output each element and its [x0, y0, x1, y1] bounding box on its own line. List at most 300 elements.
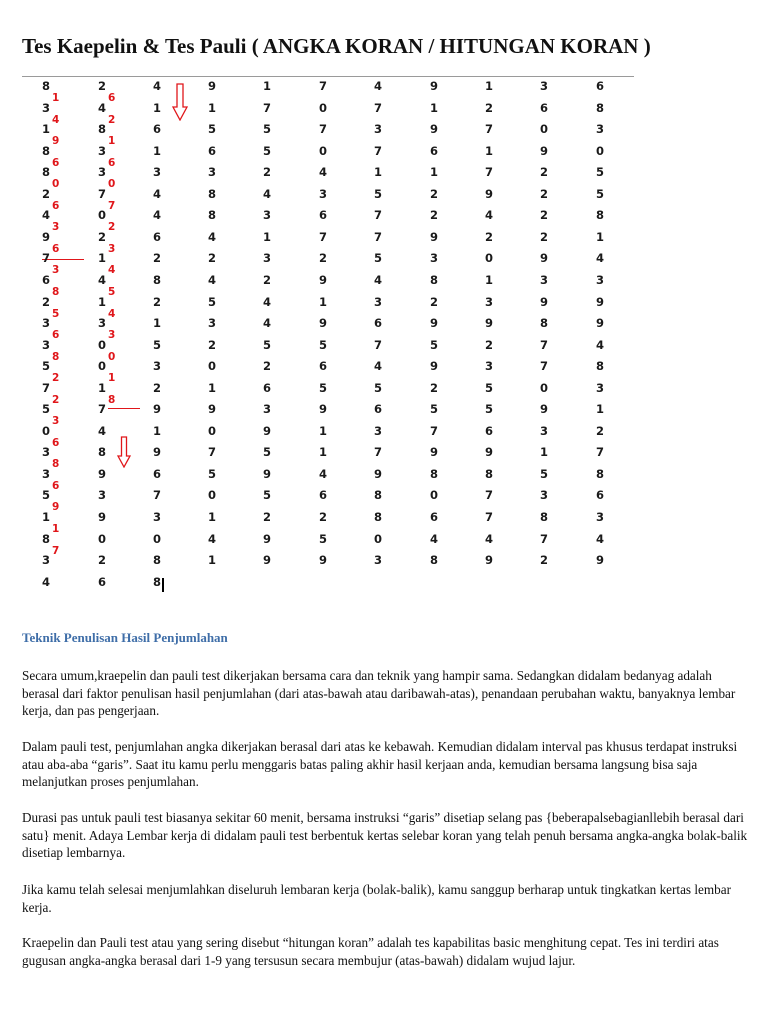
grid-digit: 3	[153, 510, 162, 524]
grid-digit: 3	[319, 186, 328, 201]
grid-digit: 8	[208, 208, 217, 223]
grid-digit: 9	[485, 186, 494, 201]
grid-digit: 6	[540, 100, 549, 115]
grid-digit: 4	[263, 316, 272, 331]
down-arrow-icon	[172, 83, 188, 121]
page-title: Tes Kaepelin & Tes Pauli ( ANGKA KORAN / HITUNGAN KORAN )	[22, 34, 651, 58]
grid-digit: 4	[319, 466, 328, 481]
grid-digit: 2	[208, 251, 217, 266]
grid-digit: 3	[208, 316, 217, 331]
grid-digit: 9	[485, 316, 494, 331]
sum-answer: 0	[108, 350, 116, 363]
grid-digit: 3	[374, 122, 383, 137]
grid-digit: 5	[42, 488, 51, 503]
grid-digit: 4	[430, 531, 439, 546]
grid-digit: 2	[540, 553, 549, 568]
grid-digit: 4	[98, 100, 107, 115]
grid-digit: 5	[596, 186, 605, 201]
grid-digit: 3	[540, 423, 549, 438]
grid-digit: 4	[485, 208, 494, 223]
grid-digit: 4	[374, 79, 383, 93]
grid-digit: 0	[98, 531, 107, 546]
grid-digit: 8	[430, 553, 439, 568]
grid-digit: 5	[153, 337, 162, 352]
grid-digit: 3	[374, 553, 383, 568]
grid-digit: 0	[208, 423, 217, 438]
grid-digit: 2	[153, 380, 162, 395]
grid-digit: 1	[263, 229, 272, 244]
grid-digit: 7	[98, 402, 107, 417]
grid-digit: 0	[319, 143, 328, 158]
grid-digit: 8	[374, 510, 383, 524]
grid-digit: 2	[430, 294, 439, 309]
grid-digit: 3	[98, 165, 107, 180]
grid-digit: 2	[540, 208, 549, 223]
grid-digit: 6	[596, 79, 605, 93]
grid-digit: 2	[153, 251, 162, 266]
grid-digit: 4	[98, 423, 107, 438]
sum-answer: 6	[108, 92, 116, 104]
grid-digit: 6	[430, 143, 439, 158]
grid-digit: 9	[319, 553, 328, 568]
grid-digit: 8	[153, 272, 162, 287]
grid-digit: 9	[430, 79, 439, 93]
grid-digit: 9	[540, 294, 549, 309]
grid-digit: 2	[540, 165, 549, 180]
grid-digit: 9	[596, 294, 605, 309]
grid-digit: 5	[319, 337, 328, 352]
grid-digit: 8	[98, 122, 107, 137]
grid-digit: 2	[98, 79, 107, 93]
grid-digit: 3	[42, 445, 51, 460]
grid-digit: 6	[263, 380, 272, 395]
grid-digit: 6	[153, 122, 162, 137]
sum-answer: 2	[52, 393, 60, 406]
grid-digit: 7	[98, 186, 107, 201]
grid-digit: 3	[153, 359, 162, 374]
sum-answer: 6	[52, 156, 60, 169]
grid-digit: 1	[98, 380, 107, 395]
grid-digit: 9	[430, 122, 439, 137]
grid-digit: 7	[485, 165, 494, 180]
sum-answer: 1	[52, 92, 60, 104]
grid-digit: 4	[208, 229, 217, 244]
grid-digit: 2	[42, 186, 51, 201]
sum-answer: 5	[108, 285, 116, 298]
sum-answer: 4	[52, 113, 60, 126]
sum-answer: 3	[108, 242, 116, 255]
sum-answer: 8	[52, 285, 60, 298]
grid-digit: 7	[596, 445, 605, 460]
grid-digit: 3	[98, 143, 107, 158]
grid-digit: 9	[263, 553, 272, 568]
down-arrow-icon	[117, 436, 131, 468]
grid-digit: 9	[540, 402, 549, 417]
grid-digit: 1	[208, 510, 217, 524]
sum-answer: 8	[108, 393, 116, 406]
grid-digit: 4	[374, 359, 383, 374]
grid-digit: 2	[319, 251, 328, 266]
grid-digit: 8	[596, 100, 605, 115]
grid-digit: 9	[319, 316, 328, 331]
grid-digit: 5	[374, 251, 383, 266]
grid-digit: 3	[98, 488, 107, 503]
grid-digit: 3	[42, 100, 51, 115]
sum-answer: 0	[108, 178, 116, 191]
grid-digit: 8	[596, 359, 605, 374]
grid-digit: 6	[319, 359, 328, 374]
paragraph: Durasi pas untuk pauli test biasanya sekitar 60 menit, bersama instruksi “garis” disetiap selang pas {beberapalsebagianllebih berasal dari satu} menit. Adaya Lembar kerja di didalam pauli test berbentuk kertas selebar koran yang telah penuh bersama angka-angka bolak-balik disetiap lembarnya.	[22, 810, 748, 860]
grid-digit: 9	[540, 251, 549, 266]
grid-digit: 2	[263, 359, 272, 374]
grid-digit: 1	[319, 445, 328, 460]
grid-digit: 0	[430, 488, 439, 503]
grid-digit: 5	[208, 294, 217, 309]
grid-digit: 1	[319, 294, 328, 309]
sum-answer: 5	[52, 307, 60, 320]
sum-answer: 1	[52, 523, 60, 535]
grid-digit: 3	[42, 337, 51, 352]
grid-digit: 7	[319, 229, 328, 244]
grid-digit: 3	[540, 272, 549, 287]
grid-digit: 6	[98, 574, 107, 589]
grid-digit: 9	[42, 229, 51, 244]
grid-digit: 7	[485, 510, 494, 524]
grid-digit: 1	[430, 165, 439, 180]
grid-digit: 4	[42, 208, 51, 223]
grid-digit: 7	[374, 445, 383, 460]
grid-digit: 7	[485, 488, 494, 503]
sum-answer: 7	[52, 544, 60, 557]
grid-digit: 4	[374, 272, 383, 287]
sum-answer: 6	[108, 156, 116, 169]
grid-digit: 3	[42, 316, 51, 331]
grid-digit: 9	[485, 553, 494, 568]
sum-answer: 8	[52, 350, 60, 363]
grid-digit: 8	[430, 466, 439, 481]
grid-digit: 5	[374, 186, 383, 201]
sum-answer: 3	[108, 329, 116, 342]
grid-digit: 1	[153, 143, 162, 158]
grid-digit: 2	[596, 423, 605, 438]
grid-digit: 5	[263, 488, 272, 503]
grid-digit: 7	[319, 122, 328, 137]
grid-digit: 9	[153, 402, 162, 417]
grid-digit: 9	[319, 402, 328, 417]
grid-digit: 4	[98, 272, 107, 287]
grid-digit: 7	[263, 100, 272, 115]
sum-answer: 6	[52, 199, 60, 212]
grid-digit: 7	[153, 488, 162, 503]
sum-answer: 7	[108, 199, 116, 212]
grid-digit: 9	[430, 316, 439, 331]
grid-digit: 1	[42, 510, 51, 524]
sum-answer: 6	[52, 242, 60, 255]
grid-digit: 3	[263, 402, 272, 417]
grid-digit: 1	[319, 423, 328, 438]
grid-digit: 8	[540, 510, 549, 524]
grid-digit: 1	[596, 402, 605, 417]
grid-digit: 1	[485, 79, 494, 93]
sum-answer: 2	[52, 372, 60, 385]
grid-digit: 7	[374, 208, 383, 223]
grid-digit: 5	[374, 380, 383, 395]
grid-digit: 0	[596, 143, 605, 158]
sum-answer: 8	[52, 458, 60, 471]
grid-digit: 8	[596, 208, 605, 223]
sum-answer: 3	[52, 264, 60, 277]
grid-digit: 0	[540, 380, 549, 395]
grid-digit: 7	[540, 359, 549, 374]
grid-digit: 8	[153, 553, 162, 568]
grid-digit: 8	[596, 466, 605, 481]
grid-digit: 2	[540, 229, 549, 244]
sum-answer: 4	[108, 264, 116, 277]
grid-digit: 5	[485, 402, 494, 417]
sum-answer: 0	[52, 178, 60, 191]
grid-digit: 7	[540, 337, 549, 352]
grid-digit: 8	[42, 79, 51, 93]
grid-digit: 7	[42, 380, 51, 395]
sum-answer: 6	[52, 329, 60, 342]
grid-digit: 5	[263, 143, 272, 158]
grid-digit: 0	[485, 251, 494, 266]
grid-digit: 5	[263, 445, 272, 460]
grid-digit: 1	[208, 100, 217, 115]
grid-digit: 9	[208, 79, 217, 93]
grid-digit: 9	[596, 553, 605, 568]
grid-digit: 3	[596, 272, 605, 287]
grid-digit: 8	[42, 165, 51, 180]
grid-digit: 3	[374, 423, 383, 438]
grid-digit: 0	[98, 208, 107, 223]
grid-digit: 6	[319, 488, 328, 503]
grid-digit: 3	[485, 359, 494, 374]
grid-digit: 7	[42, 251, 51, 266]
sum-answer: 3	[52, 221, 60, 234]
grid-digit: 2	[430, 380, 439, 395]
paragraph: Kraepelin dan Pauli test atau yang sering disebut “hitungan koran” adalah tes kapabilitas basic menghitung cepat. Tes ini terdiri atas gugusan angka-angka berasal dari 1-9 yang tersusun secara membujur (atas-bawah) didalam wujud lajur.	[22, 935, 719, 968]
grid-digit: 5	[42, 359, 51, 374]
grid-digit: 5	[540, 466, 549, 481]
grid-digit: 2	[430, 186, 439, 201]
sum-answer: 2	[108, 221, 116, 234]
grid-digit: 6	[42, 272, 51, 287]
grid-digit: 3	[42, 553, 51, 568]
grid-digit: 0	[98, 359, 107, 374]
grid-digit: 2	[153, 294, 162, 309]
grid-digit: 7	[485, 122, 494, 137]
sum-answer: 1	[108, 372, 116, 385]
grid-digit: 2	[430, 208, 439, 223]
grid-digit: 4	[208, 531, 217, 546]
grid-digit: 5	[430, 337, 439, 352]
grid-digit: 6	[208, 143, 217, 158]
grid-digit: 8	[42, 531, 51, 546]
grid-digit: 4	[153, 79, 162, 93]
grid-digit: 2	[485, 100, 494, 115]
garis-line	[108, 408, 140, 409]
grid-digit: 4	[208, 272, 217, 287]
grid-digit: 1	[98, 294, 107, 309]
grid-digit: 7	[374, 143, 383, 158]
grid-digit: 9	[263, 423, 272, 438]
text-cursor	[162, 578, 164, 592]
grid-digit: 1	[98, 251, 107, 266]
grid-digit: 4	[485, 531, 494, 546]
grid-digit: 3	[208, 165, 217, 180]
grid-digit: 6	[374, 402, 383, 417]
grid-digit: 7	[430, 423, 439, 438]
grid-digit: 9	[98, 466, 107, 481]
grid-digit: 6	[430, 510, 439, 524]
sum-answer: 1	[108, 135, 116, 148]
grid-digit: 4	[596, 251, 605, 266]
sum-answer: 4	[108, 307, 116, 320]
grid-digit: 8	[374, 488, 383, 503]
grid-digit: 5	[208, 122, 217, 137]
grid-digit: 4	[153, 186, 162, 201]
grid-digit: 3	[153, 165, 162, 180]
grid-digit: 1	[263, 79, 272, 93]
grid-digit: 7	[374, 337, 383, 352]
grid-digit: 1	[42, 122, 51, 137]
grid-digit: 7	[374, 100, 383, 115]
grid-digit: 2	[263, 165, 272, 180]
grid-digit: 2	[485, 337, 494, 352]
grid-digit: 0	[208, 488, 217, 503]
grid-digit: 1	[485, 272, 494, 287]
grid-digit: 6	[153, 466, 162, 481]
grid-digit: 9	[430, 359, 439, 374]
grid-digit: 3	[540, 488, 549, 503]
grid-digit: 3	[263, 251, 272, 266]
grid-digit: 1	[208, 553, 217, 568]
grid-digit: 0	[98, 337, 107, 352]
grid-digit: 5	[263, 122, 272, 137]
grid-digit: 5	[263, 337, 272, 352]
grid-digit: 6	[319, 208, 328, 223]
grid-digit: 3	[596, 380, 605, 395]
grid-digit: 6	[374, 316, 383, 331]
grid-digit: 8	[208, 186, 217, 201]
grid-digit: 9	[153, 445, 162, 460]
grid-digit: 2	[208, 337, 217, 352]
grid-digit: 4	[263, 294, 272, 309]
grid-digit: 4	[263, 186, 272, 201]
section-heading: Teknik Penulisan Hasil Penjumlahan	[22, 630, 228, 645]
grid-digit: 7	[374, 229, 383, 244]
grid-digit: 8	[42, 143, 51, 158]
grid-digit: 1	[430, 100, 439, 115]
grid-digit: 8	[540, 316, 549, 331]
sum-answer: 6	[52, 479, 60, 492]
grid-digit: 5	[430, 402, 439, 417]
grid-digit: 8	[430, 272, 439, 287]
sum-answer: 9	[52, 135, 60, 148]
grid-digit: 1	[540, 445, 549, 460]
paragraph: Dalam pauli test, penjumlahan angka dikerjakan berasal dari atas ke kebawah. Kemudian didalam interval pas khusus terdapat instruksi atau aba-aba “garis”. Saat itu kamu perlu menggaris batas paling akhir hasil kerjaan anda, kemudian bersama langsung bisa saja melanjutkan proses penjumlahan.	[22, 739, 738, 789]
grid-digit: 7	[319, 79, 328, 93]
grid-digit: 9	[485, 445, 494, 460]
grid-digit: 5	[485, 380, 494, 395]
grid-digit: 1	[596, 229, 605, 244]
grid-digit: 1	[153, 100, 162, 115]
grid-digit: 2	[319, 510, 328, 524]
grid-digit: 1	[153, 316, 162, 331]
paragraph: Jika kamu telah selesai menjumlahkan diseluruh lembaran kerja (bolak-balik), kamu sanggup berharap untuk tingkatkan kertas lembar kerja.	[22, 882, 731, 915]
grid-digit: 3	[596, 122, 605, 137]
grid-digit: 6	[153, 229, 162, 244]
paragraph: Secara umum,kraepelin dan pauli test dikerjakan bersama cara dan teknik yang hampir sama. Sedangkan didalam bedanyag adalah berasal dari faktor penulisan hasil penjumlahan (dari atas-bawah atau daribawah-atas), penandaan perubahan waktu, banyaknya lembar kerja, dan pas pengerjaan.	[22, 668, 736, 718]
grid-digit: 1	[208, 380, 217, 395]
grid-digit: 9	[430, 445, 439, 460]
grid-digit: 5	[208, 466, 217, 481]
grid-digit: 5	[319, 531, 328, 546]
grid-digit: 5	[596, 165, 605, 180]
grid-digit: 0	[540, 122, 549, 137]
grid-digit: 2	[98, 229, 107, 244]
grid-digit: 8	[98, 445, 107, 460]
sum-answer: 2	[108, 113, 116, 126]
grid-digit: 0	[319, 100, 328, 115]
grid-digit: 3	[374, 294, 383, 309]
grid-digit: 7	[540, 531, 549, 546]
grid-digit: 9	[208, 402, 217, 417]
grid-digit: 6	[485, 423, 494, 438]
grid-digit: 3	[98, 316, 107, 331]
grid-digit: 5	[42, 402, 51, 417]
grid-digit: 4	[596, 531, 605, 546]
grid-digit: 1	[374, 165, 383, 180]
grid-digit: 9	[374, 466, 383, 481]
grid-digit: 9	[263, 466, 272, 481]
sum-answer: 9	[52, 501, 60, 514]
grid-digit: 9	[263, 531, 272, 546]
grid-digit: 9	[540, 143, 549, 158]
grid-digit: 5	[319, 380, 328, 395]
grid-digit: 8	[153, 574, 162, 589]
grid-digit: 3	[263, 208, 272, 223]
grid-digit: 2	[98, 553, 107, 568]
grid-digit: 2	[485, 229, 494, 244]
grid-digit: 3	[430, 251, 439, 266]
grid-digit: 4	[596, 337, 605, 352]
grid-digit: 2	[540, 186, 549, 201]
grid-digit: 1	[153, 423, 162, 438]
grid-digit: 3	[596, 510, 605, 524]
grid-digit: 3	[540, 79, 549, 93]
grid-digit: 9	[98, 510, 107, 524]
grid-digit: 4	[153, 208, 162, 223]
grid-digit: 3	[485, 294, 494, 309]
grid-digit: 2	[263, 510, 272, 524]
grid-digit: 2	[263, 272, 272, 287]
grid-digit: 3	[42, 466, 51, 481]
sum-answer: 6	[52, 436, 60, 449]
grid-digit: 1	[485, 143, 494, 158]
grid-digit: 0	[153, 531, 162, 546]
grid-digit: 0	[374, 531, 383, 546]
grid-digit: 0	[42, 423, 51, 438]
grid-digit: 9	[430, 229, 439, 244]
grid-digit: 9	[596, 316, 605, 331]
grid-digit: 9	[319, 272, 328, 287]
grid-digit: 7	[208, 445, 217, 460]
grid-digit: 2	[42, 294, 51, 309]
grid-digit: 0	[208, 359, 217, 374]
grid-digit: 4	[42, 574, 51, 589]
